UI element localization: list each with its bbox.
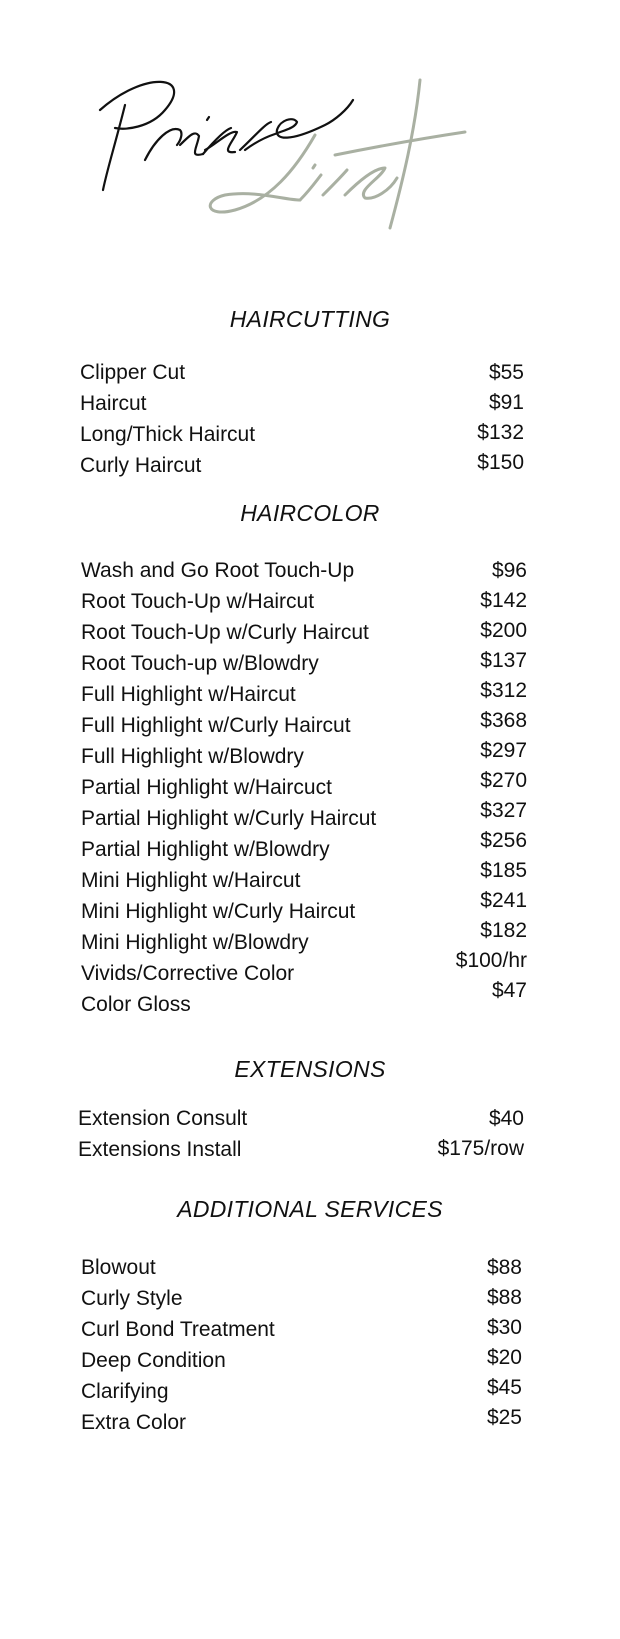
- item-price: $175/row: [437, 1137, 524, 1160]
- item-price: $132: [477, 421, 524, 444]
- item-price: $91: [488, 391, 524, 414]
- item-price: $327: [480, 799, 527, 822]
- item-name: Full Highlight w/Curly Haircut: [81, 714, 351, 737]
- item-price: $30: [486, 1316, 522, 1339]
- item-price: $182: [480, 919, 527, 942]
- item-price: $40: [488, 1107, 524, 1130]
- item-price: $20: [486, 1346, 522, 1369]
- item-name: Root Touch-Up w/Curly Haircut: [81, 621, 369, 644]
- item-name: Haircut: [80, 392, 147, 415]
- item-price: $241: [480, 889, 527, 912]
- item-price: $137: [480, 649, 527, 672]
- item-name: Root Touch-up w/Blowdry: [81, 652, 319, 675]
- item-name: Blowout: [81, 1256, 156, 1279]
- haircutting-prices: [477, 358, 524, 478]
- item-name: Full Highlight w/Haircut: [81, 683, 296, 706]
- price-list-title-logo: [85, 50, 485, 250]
- item-price: $312: [480, 679, 527, 702]
- item-name: Mini Highlight w/Blowdry: [81, 931, 309, 954]
- item-name: Curl Bond Treatment: [81, 1318, 275, 1341]
- item-price: $88: [486, 1256, 522, 1279]
- item-name: Deep Condition: [81, 1349, 226, 1372]
- item-price: $150: [477, 451, 524, 474]
- item-price: $100/hr: [455, 949, 527, 972]
- item-price: $55: [488, 361, 524, 384]
- item-price: $47: [491, 979, 527, 1002]
- item-price: $256: [480, 829, 527, 852]
- item-name: Extension Consult: [78, 1107, 248, 1130]
- additional-services-prices: [487, 1253, 522, 1433]
- item-price: $88: [486, 1286, 522, 1309]
- section-heading-extensions: EXTENSIONS: [234, 1056, 386, 1082]
- item-price: $200: [480, 619, 527, 642]
- item-name: Wash and Go Root Touch-Up: [81, 559, 355, 582]
- item-name: Partial Highlight w/Blowdry: [81, 838, 330, 861]
- item-name: Curly Haircut: [80, 454, 202, 477]
- item-price: $96: [491, 559, 527, 582]
- item-name: Curly Style: [81, 1287, 183, 1310]
- section-heading-additional-services: ADDITIONAL SERVICES: [177, 1196, 443, 1222]
- item-price: $297: [480, 739, 527, 762]
- item-price: $25: [486, 1406, 522, 1429]
- item-name: Root Touch-Up w/Haircut: [81, 590, 315, 613]
- item-name: Clarifying: [81, 1380, 169, 1403]
- item-price: $270: [480, 769, 527, 792]
- haircolor-prices: [456, 556, 527, 1006]
- item-name: Vivids/Corrective Color: [81, 962, 295, 985]
- item-price: $142: [480, 589, 527, 612]
- item-name: Extra Color: [81, 1411, 187, 1434]
- item-name: Partial Highlight w/Haircuct: [81, 776, 332, 799]
- item-name: Full Highlight w/Blowdry: [81, 745, 304, 768]
- section-heading-haircutting: HAIRCUTTING: [229, 306, 391, 332]
- item-name: Clipper Cut: [80, 361, 186, 384]
- item-price: $185: [480, 859, 527, 882]
- item-price: $368: [480, 709, 527, 732]
- extensions-prices: [438, 1104, 524, 1164]
- section-heading-haircolor: HAIRCOLOR: [240, 500, 380, 526]
- item-name: Extensions Install: [78, 1138, 242, 1161]
- title-line2-script: [210, 80, 465, 228]
- item-name: Long/Thick Haircut: [80, 423, 256, 446]
- item-name: Mini Highlight w/Curly Haircut: [81, 900, 356, 923]
- item-name: Mini Highlight w/Haircut: [81, 869, 301, 892]
- item-name: Partial Highlight w/Curly Haircut: [81, 807, 377, 830]
- item-price: $45: [486, 1376, 522, 1399]
- item-name: Color Gloss: [81, 993, 191, 1016]
